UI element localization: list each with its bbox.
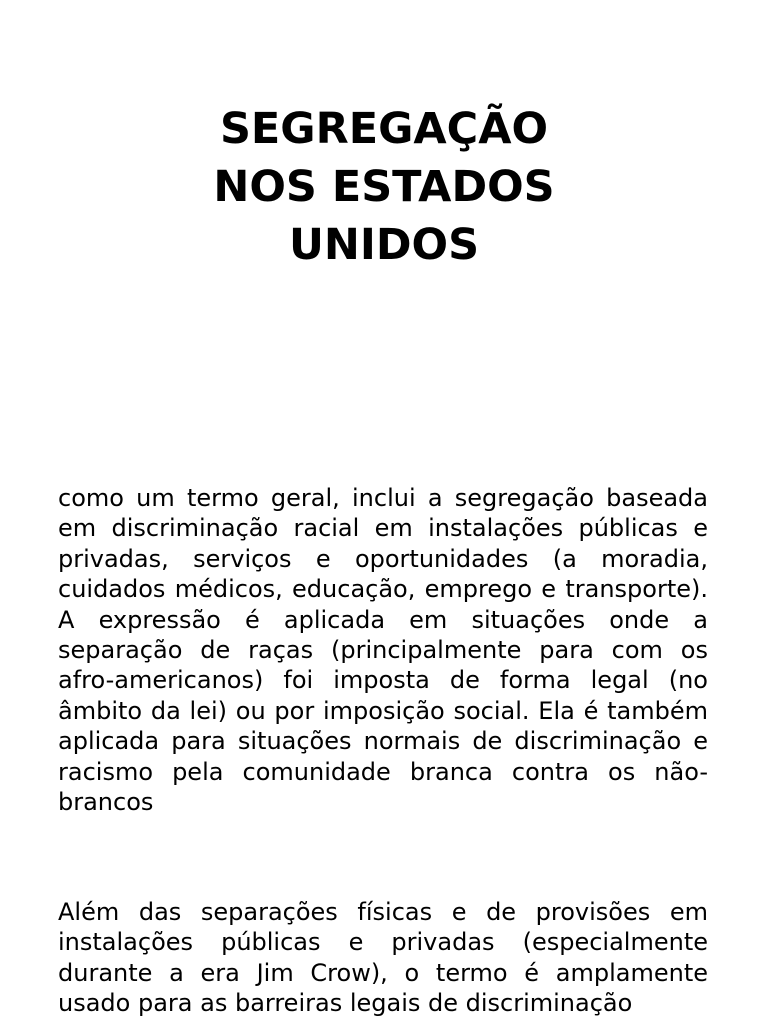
title-line-3: UNIDOS — [288, 220, 480, 270]
body-paragraph-1: como um termo geral, inclui a segregação baseada em discriminação racial em instalações públicas e privadas, serviços e oportunidades (a moradia, cuidados médicos, educação, emprego e transporte). A expressão é aplicada em situações onde a separação de raças (principalmente para com os afro-americanos) foi imposta de forma legal (no âmbito da lei) ou por imposição social. Ela é também aplicada para situações normais de discriminação e racismo pela comunidade branca contra os não-brancos — [58, 484, 708, 817]
page-title — [0, 100, 768, 274]
body-paragraph-2: Além das separações físicas e de provisões em instalações públicas e privadas (especialmente durante a era Jim Crow), o termo é amplamente usado para as barreiras legais de discriminação — [58, 898, 708, 1018]
title-line-2: NOS ESTADOS — [213, 162, 555, 212]
title-line-1: SEGREGAÇÃO — [219, 104, 549, 154]
